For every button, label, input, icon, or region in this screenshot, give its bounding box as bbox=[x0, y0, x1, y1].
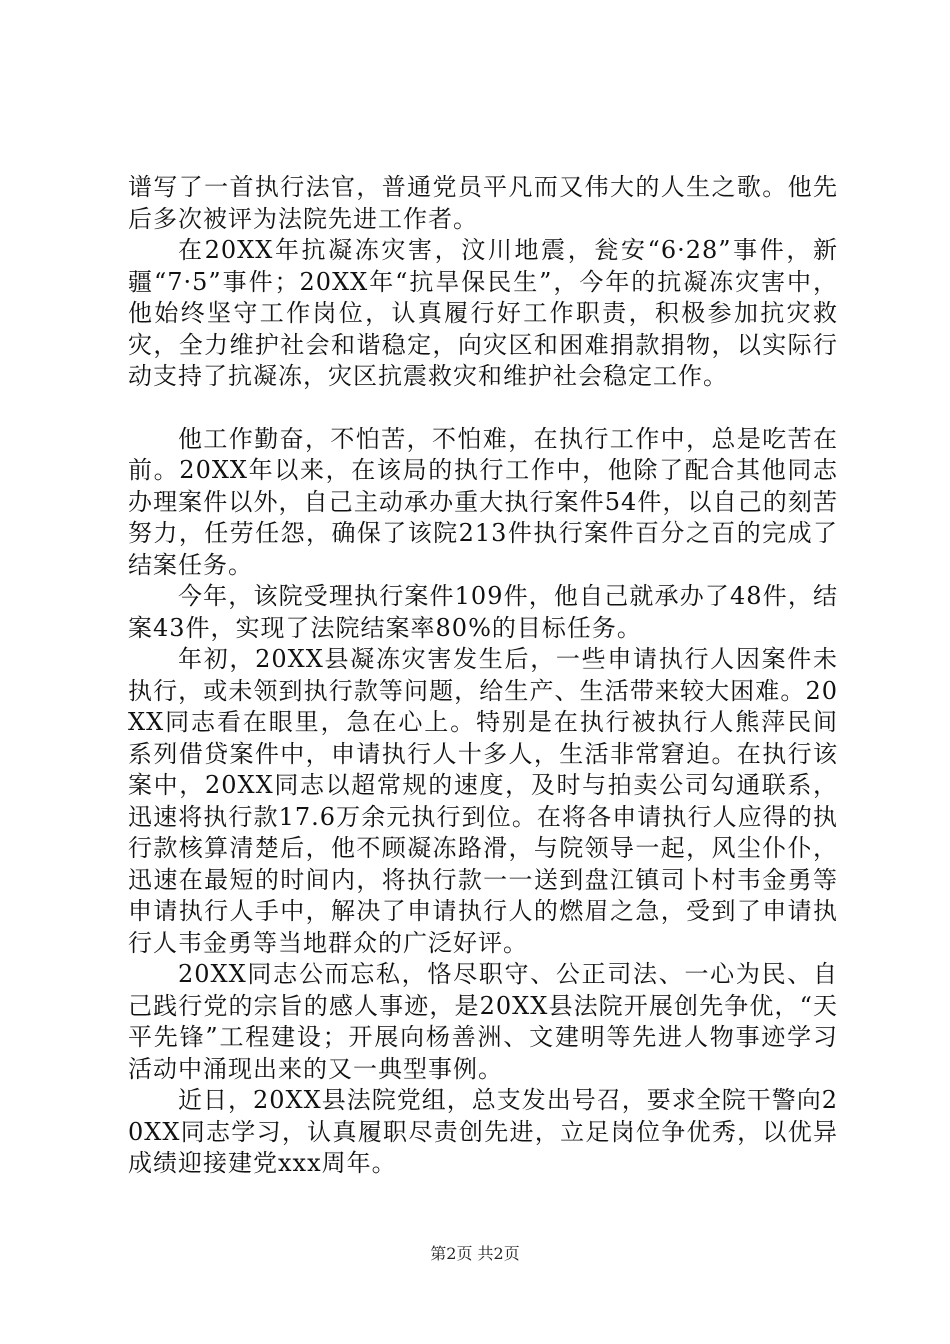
paragraph-2: 在20XX年抗凝冻灾害，汶川地震，瓮安“6·28”事件，新疆“7·5”事件；20XX年“抗旱保民生”，今年的抗凝冻灾害中，他始终坚守工作岗位，认真履行好工作职责，积极参加抗灾救灾，全力维护社会和谐稳定，向灾区和困难捐款捐物，以实际行动支持了抗凝冻，灾区抗震救灾和维护社会稳定工作。 bbox=[128, 236, 838, 390]
paragraph-6: 20XX同志公而忘私，恪尽职守、公正司法、一心为民、自己践行党的宗旨的感人事迹，是20XX县法院开展创先争优，“天平先锋”工程建设；开展向杨善洲、文建明等先进人物事迹学习活动中涌现出来的又一典型事例。 bbox=[128, 960, 838, 1083]
paragraph-4: 今年，该院受理执行案件109件，他自己就承办了48件，结案43件，实现了法院结案率80%的目标任务。 bbox=[128, 582, 838, 642]
document-body bbox=[128, 172, 838, 1180]
paragraph-3: 他工作勤奋，不怕苦，不怕难，在执行工作中，总是吃苦在前。20XX年以来，在该局的执行工作中，他除了配合其他同志办理案件以外，自己主动承办重大执行案件54件，以自己的刻苦努力，任劳任怨，确保了该院213件执行案件百分之百的完成了结案任务。 bbox=[128, 424, 838, 579]
paragraph-5: 年初，20XX县凝冻灾害发生后，一些申请执行人因案件未执行，或未领到执行款等问题，给生产、生活带来较大困难。20XX同志看在眼里，急在心上。特别是在执行被执行人熊萍民间系列借贷案件中，申请执行人十多人，生活非常窘迫。在执行该案中，20XX同志以超常规的速度，及时与拍卖公司勾通联系，迅速将执行款17.6万余元执行到位。在将各申请执行人应得的执行款核算清楚后，他不顾凝冻路滑，与院领导一起，风尘仆仆，迅速在最短的时间内，将执行款一一送到盘江镇司卜村韦金勇等申请执行人手中，解决了申请执行人的燃眉之急，受到了申请执行人韦金勇等当地群众的广泛好评。 bbox=[128, 645, 838, 957]
paragraph-7: 近日，20XX县法院党组，总支发出号召，要求全院干警向20XX同志学习，认真履职尽责创先进，立足岗位争优秀，以优异成绩迎接建党xxx周年。 bbox=[128, 1086, 838, 1177]
paragraph-1: 谱写了一首执行法官，普通党员平凡而又伟大的人生之歌。他先后多次被评为法院先进工作者。 bbox=[128, 173, 838, 233]
page-footer: 第2页 共2页 bbox=[430, 1244, 520, 1263]
